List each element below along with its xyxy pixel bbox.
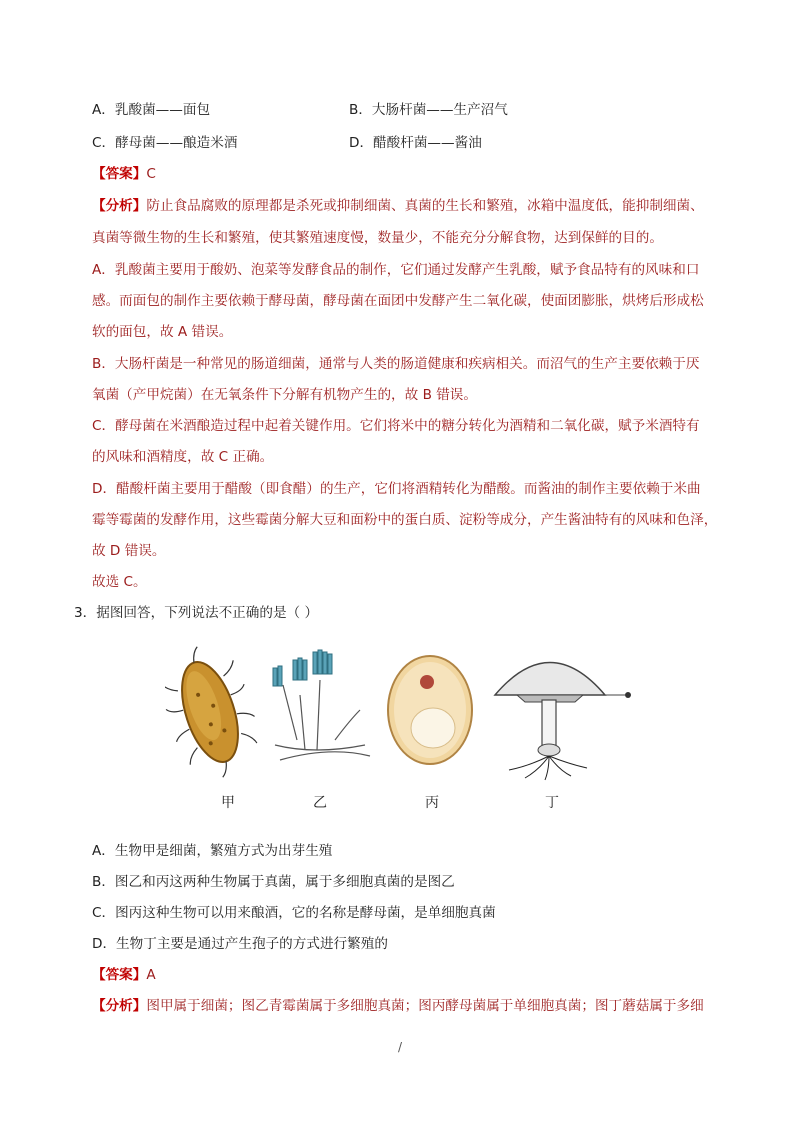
q3-analysis-line [92, 996, 704, 1016]
option-c: C．酵母菌——酿造米酒 [92, 135, 238, 151]
figure-label-bing: 丙 [425, 795, 439, 811]
analysis-line-6: 氧菌（产甲烷菌）在无氧条件下分解有机物产生的，故 B 错误。 [92, 387, 477, 403]
analysis-line-11: 故 D 错误。 [92, 543, 166, 559]
answer-line [92, 164, 156, 184]
q3-answer-line [92, 965, 156, 985]
analysis-line-9: D．醋酸杆菌主要用于醋酸（即食醋）的生产，它们将酒精转化为醋酸。而酱油的制作主要依赖于米曲 [92, 481, 701, 497]
answer-tag: 【答案】 [92, 166, 147, 182]
analysis-line-3: 感。而面包的制作主要依赖于酵母菌，酵母菌在面团中发酵产生二氧化碳，使面团膨胀，烘烤后形成松 [92, 293, 704, 309]
q3-answer-value: A [146, 967, 156, 983]
bacterium-drawing [165, 640, 269, 787]
mushroom-drawing [495, 663, 631, 781]
q3-option-d: D．生物丁主要是通过产生孢子的方式进行繁殖的 [92, 936, 388, 952]
option-a: A．乳酸菌——面包 [92, 102, 211, 118]
analysis-line-8: 的风味和酒精度，故 C 正确。 [92, 449, 274, 465]
page-number: / [398, 1040, 403, 1054]
organism-figure [165, 640, 645, 820]
analysis-text-0: 防止食品腐败的原理都是杀死或抑制细菌、真菌的生长和繁殖，冰箱中温度低，能抑制细菌、 [146, 198, 704, 214]
analysis-line-12: 故选 C。 [92, 574, 147, 590]
figure-label-jia: 甲 [221, 795, 235, 811]
analysis-line-0 [92, 196, 704, 216]
organism-illustration [165, 640, 645, 820]
analysis-line-2: A．乳酸菌主要用于酸奶、泡菜等发酵食品的制作，它们通过发酵产生乳酸，赋予食品特有的风味和口 [92, 262, 700, 278]
analysis-line-7: C．酵母菌在米酒酿造过程中起着关键作用。它们将米中的糖分转化为酒精和二氧化碳，赋予米酒特有 [92, 418, 700, 434]
option-b: B．大肠杆菌——生产沼气 [349, 102, 508, 118]
q3-option-b: B．图乙和丙这两种生物属于真菌，属于多细胞真菌的是图乙 [92, 874, 455, 890]
q3-option-c: C．图丙这种生物可以用来酿酒，它的名称是酵母菌，是单细胞真菌 [92, 905, 496, 921]
question-3-stem: 3．据图回答，下列说法不正确的是（ ） [74, 605, 319, 621]
penicillium-drawing [273, 650, 370, 760]
figure-label-yi: 乙 [313, 795, 327, 811]
q3-analysis-text: 图甲属于细菌；图乙青霉菌属于多细胞真菌；图丙酵母菌属于单细胞真菌；图丁蘑菇属于多细 [146, 998, 704, 1014]
yeast-drawing [388, 656, 472, 764]
analysis-tag: 【分析】 [92, 198, 147, 214]
analysis-line-10: 霉等霉菌的发酵作用，这些霉菌分解大豆和面粉中的蛋白质、淀粉等成分，产生酱油特有的风味和色泽， [92, 512, 718, 528]
q3-analysis-tag: 【分析】 [92, 998, 147, 1014]
figure-label-ding: 丁 [545, 795, 559, 811]
analysis-line-4: 软的面包，故 A 错误。 [92, 324, 233, 340]
q3-answer-tag: 【答案】 [92, 967, 147, 983]
analysis-line-5: B．大肠杆菌是一种常见的肠道细菌，通常与人类的肠道健康和疾病相关。而沼气的生产主要依赖于厌 [92, 356, 700, 372]
option-d: D．醋酸杆菌——酱油 [349, 135, 482, 151]
answer-value: C [146, 166, 156, 182]
q3-option-a: A．生物甲是细菌，繁殖方式为出芽生殖 [92, 843, 333, 859]
analysis-line-1: 真菌等微生物的生长和繁殖，使其繁殖速度慢，数量少，不能充分分解食物，达到保鲜的目的。 [92, 230, 663, 246]
